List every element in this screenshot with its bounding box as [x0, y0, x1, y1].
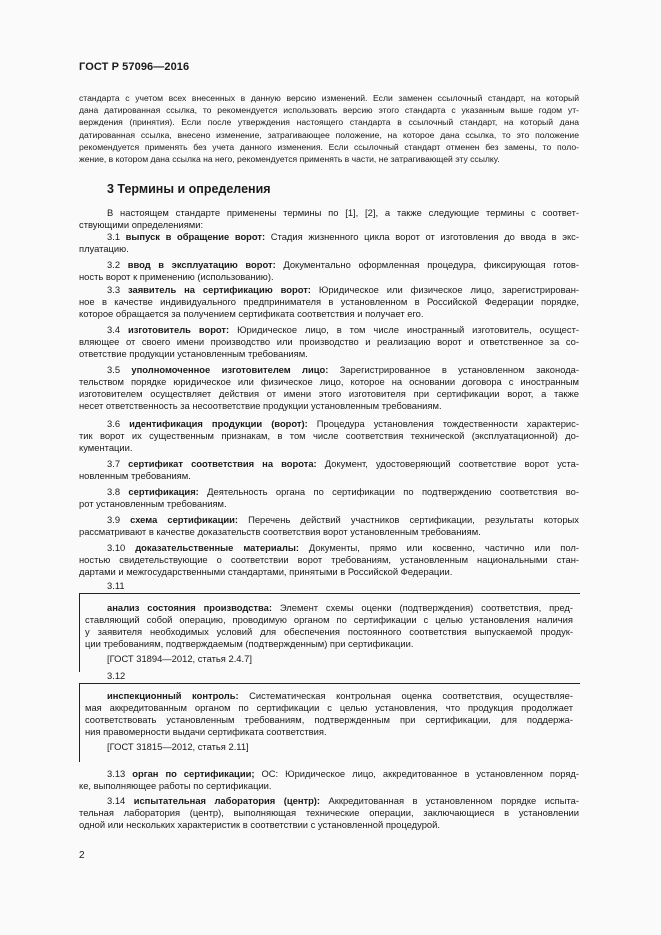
- text-line: [107, 207, 579, 219]
- term-definition: Зарегистрированное в установленном законода-: [339, 364, 580, 375]
- text-line: [85, 726, 573, 738]
- term-definition: Элемент схемы оценки (подтверждения) соответствия, пред-: [279, 602, 573, 613]
- term-name: испытательная лаборатория (центр):: [133, 795, 329, 806]
- text-line: [85, 626, 573, 638]
- text-line: [79, 388, 579, 400]
- term-name: выпуск в обращение ворот:: [125, 231, 271, 242]
- term-definition: тельная лаборатория (центр), выполняющая технические операции, заключающиеся в установлении: [79, 807, 579, 818]
- page-number: 2: [79, 850, 85, 861]
- text-line: [107, 486, 579, 498]
- text-line: [107, 284, 579, 296]
- term-definition: одной или нескольких характеристик в соответствии с установленной процедурой.: [79, 819, 440, 830]
- term-name: доказательственные материалы:: [135, 542, 309, 553]
- term-definition: вляющее от своего имени производство или производство и реализацию ворот и ответственное за со-: [79, 336, 579, 347]
- term-name: уполномоченное изготовителем лицо:: [131, 364, 340, 375]
- term-definition: тельством порядке юридическое или физическое лицо, которое на основании договора с иностранным: [79, 376, 579, 387]
- term-name: заявитель на сертификацию ворот:: [127, 284, 319, 295]
- text-line: [107, 602, 573, 614]
- term-definition: ностью свидетельствующие о соответствии ворот требованиям, установленным национальными стан-: [79, 554, 579, 565]
- text-line: [79, 400, 579, 412]
- text-line: жение, в котором дана ссылка на него, рекомендуется применять в части, не затрагивающей эту ссылку.: [79, 154, 500, 164]
- text-line: [107, 364, 579, 376]
- term-name: схема сертификации:: [130, 514, 249, 525]
- term-number: 3.10: [107, 542, 136, 553]
- term-definition: плуатацию.: [79, 243, 129, 254]
- text-line: [85, 638, 573, 650]
- term-definition: рот установленным требованиям.: [79, 498, 227, 509]
- term-number: 3.5: [107, 364, 132, 375]
- term-definition: ния правомерности выдачи сертификата соответствия.: [85, 726, 327, 737]
- term-definition: Документы, прямо или косвенно, частично или пол-: [308, 542, 579, 553]
- term-definition: ке, выполняющее работы по сертификации.: [79, 780, 272, 791]
- term-definition: кументации.: [79, 442, 133, 453]
- text-line: [107, 690, 573, 702]
- text-line: [107, 741, 573, 753]
- term-definition: ответствие продукции установленным требованиям.: [79, 348, 308, 359]
- term-definition: изготовителем осуществляет действия от имени этого изготовителя при сертификации ворот, а также: [79, 388, 579, 399]
- term-definition: мая аккредитованным органом по сертификации с целью установления, что продукция продолжает: [85, 702, 573, 713]
- term-definition: В настоящем стандарте применены термины по [1], [2], а также следующие термины с соответ-: [107, 207, 579, 218]
- term-name: инспекционный контроль:: [107, 690, 250, 701]
- text-line: [107, 580, 579, 592]
- term-definition: соответствовать установленным требованиям, подтвержденным при сертификации, для поддержа-: [85, 714, 573, 725]
- text-line: [107, 768, 579, 780]
- term-definition: которое обращается за получением сертификата соответствия и получает его.: [79, 308, 424, 319]
- term-name: идентификация продукции (ворот):: [129, 418, 317, 429]
- text-line: [79, 271, 579, 283]
- term-definition: рассматривают в качестве доказательств соответствия ворот установленным требованиям.: [79, 526, 481, 537]
- term-definition: у заявителя необходимых условий для обеспечения постоянного соответствия выпускаемой продук-: [85, 626, 573, 637]
- text-line: рекомендуется применять без учета данного изменения. Если ссылочный стандарт отменен без замены, то поло-: [79, 141, 579, 152]
- text-line: [79, 498, 579, 510]
- text-line: [107, 514, 579, 526]
- text-line: [79, 807, 579, 819]
- section-title: 3 Термины и определения: [107, 182, 271, 196]
- term-definition: [ГОСТ 31815—2012, статья 2.11]: [107, 741, 249, 752]
- term-number: 3.6: [107, 418, 130, 429]
- text-line: [79, 526, 579, 538]
- text-line: [107, 653, 573, 665]
- term-definition: несет ответственность за несоответствие продукции установленным требованиям.: [79, 400, 442, 411]
- term-definition: ставляющий собой операцию, проводимую органом по сертификации с целью установления наличия: [85, 614, 573, 625]
- text-line: [107, 418, 579, 430]
- term-number: 3.12: [107, 670, 126, 681]
- term-number: 3.7: [107, 458, 129, 469]
- text-line: [85, 714, 573, 726]
- term-definition: ное в качестве индивидуального предпринимателя в установленном в Российской Федерации порядке,: [79, 296, 579, 307]
- term-definition: Систематическая контрольная оценка соответствия, осуществляе-: [249, 690, 574, 701]
- page-header: ГОСТ Р 57096—2016: [79, 61, 190, 73]
- term-number: 3.14: [107, 795, 134, 806]
- text-line: дана датированная ссылка, то рекомендуется использовать версию этого стандарта с указанным выше годом ут-: [79, 105, 579, 116]
- term-name: сертификат соответствия на ворота:: [128, 458, 325, 469]
- term-definition: ствующими определениями:: [79, 219, 204, 230]
- text-line: [79, 296, 579, 308]
- term-number: 3.13: [107, 768, 133, 779]
- term-number: 3.1: [107, 231, 126, 242]
- text-line: [79, 243, 579, 255]
- text-line: [79, 780, 579, 792]
- term-number: 3.2: [107, 259, 128, 270]
- term-definition: тик ворот их существенным признакам, в том числе соответствия технической (эксплуатационной) до-: [79, 430, 579, 441]
- text-line: [85, 702, 573, 714]
- term-definition: [ГОСТ 31894—2012, статья 2.4.7]: [107, 653, 252, 664]
- term-number: 3.8: [107, 486, 129, 497]
- text-line: [107, 259, 579, 271]
- text-line: [79, 442, 579, 454]
- term-definition: ОС: Юридическое лицо, аккредитованное в установленном поряд-: [261, 768, 579, 779]
- term-number: 3.3: [107, 284, 128, 295]
- term-definition: Юридическое лицо, в том числе иностранный изготовитель, осущест-: [237, 324, 580, 335]
- term-definition: Процедура установления тождественности характерис-: [316, 418, 579, 429]
- term-name: изготовитель ворот:: [127, 324, 238, 335]
- term-name: сертификация:: [128, 486, 208, 497]
- term-name: ввод в эксплуатацию ворот:: [127, 259, 284, 270]
- text-line: [107, 231, 579, 243]
- text-line: [79, 336, 579, 348]
- text-line: [79, 219, 579, 231]
- text-line: [79, 819, 579, 831]
- term-definition: Деятельность органа по сертификации по подтверждению соответствия во-: [207, 486, 579, 497]
- text-line: [79, 554, 579, 566]
- term-definition: Перечень действий участников сертификации, результаты которых: [248, 514, 579, 525]
- text-line: [85, 614, 573, 626]
- text-line: [107, 542, 579, 554]
- term-name: анализ состояния производства:: [107, 602, 280, 613]
- text-line: [79, 566, 579, 578]
- text-line: [79, 308, 579, 320]
- text-line: [107, 324, 579, 336]
- term-definition: Аккредитованная в установленном порядке испыта-: [328, 795, 579, 806]
- term-definition: новленным требованиям.: [79, 470, 191, 481]
- text-line: стандарта с учетом всех внесенных в данную версию изменений. Если заменен ссылочный стандарт, на который: [79, 93, 579, 103]
- text-line: [107, 458, 579, 470]
- term-number: 3.4: [107, 324, 128, 335]
- text-line: [79, 430, 579, 442]
- term-definition: Юридическое или физическое лицо, зарегистрирован-: [318, 284, 580, 295]
- term-definition: ции требованиям, подтверждаемым (подтвержденным) при сертификации.: [85, 638, 414, 649]
- text-line: [79, 470, 579, 482]
- term-name: орган по сертификации;: [132, 768, 262, 779]
- term-definition: Стадия жизненного цикла ворот от изготовления до ввода в экс-: [270, 231, 579, 242]
- term-definition: Документ, удостоверяющий соответствие ворот уста-: [324, 458, 579, 469]
- text-line: [107, 795, 579, 807]
- term-definition: Документально оформленная процедура, фиксирующая готов-: [283, 259, 580, 270]
- term-number: 3.9: [107, 514, 131, 525]
- text-line: датированная ссылка, внесено изменение, затрагивающее положение, на которое дана ссылка, то это положение: [79, 129, 579, 140]
- term-definition: дартами и межгосударственными стандартами, принятыми в Российской Федерации.: [79, 566, 453, 577]
- text-line: верждения (принятия). Если после утверждения настоящего стандарта в ссылочный стандарт, на который дана: [79, 117, 579, 128]
- text-line: [79, 348, 579, 360]
- term-definition: ность ворот к применению (использованию).: [79, 271, 274, 282]
- text-line: [79, 376, 579, 388]
- term-definition: 3.11: [107, 580, 125, 591]
